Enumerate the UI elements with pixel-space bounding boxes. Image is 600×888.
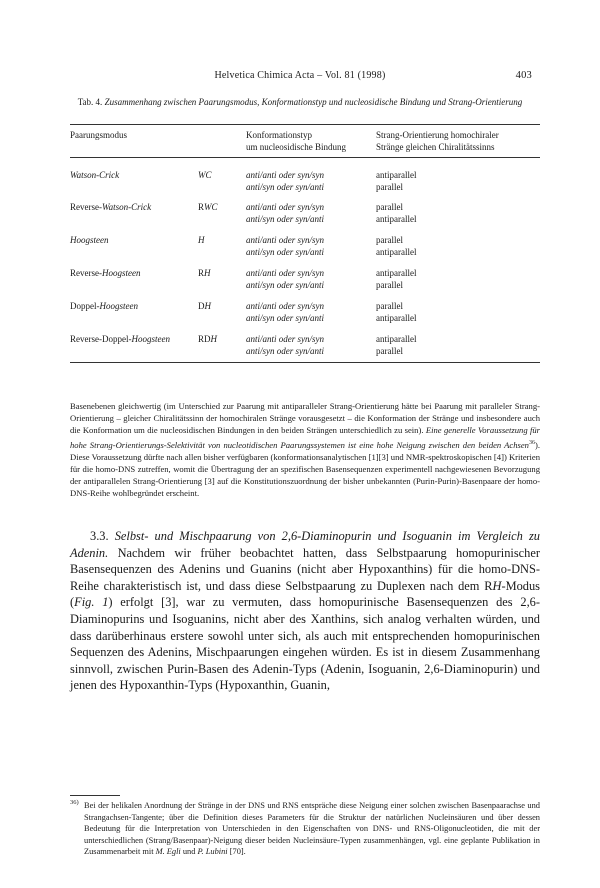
table-top-rule	[70, 124, 540, 125]
header-konformationstyp-2: um nucleosidische Bindung	[246, 142, 346, 152]
small-paragraph	[70, 400, 540, 499]
pairing-mode-italic: Hoogsteen	[131, 334, 170, 344]
abbr-italic: H	[198, 235, 205, 245]
conformation-2: anti/syn oder syn/anti	[246, 182, 324, 192]
orientation-1: antiparallel	[376, 268, 417, 278]
header-konformationstyp-1: Konformationstyp	[246, 130, 312, 140]
pairing-mode-name	[70, 235, 109, 246]
footnote-text	[70, 800, 540, 858]
table-caption	[70, 96, 530, 108]
conformation-1: anti/anti oder syn/syn	[246, 202, 324, 212]
pairing-mode-prefix: Reverse-Doppel-	[70, 334, 132, 344]
header-strang-orientierung-2: Stränge gleichen Chiralitätssinns	[376, 142, 495, 152]
section-text-3: ) erfolgt [3], war zu vermuten, dass homopurinische Basensequenzen des 2,6-Diaminopurins und Isoguanins, nicht aber des Xanthins, sich analog verhalten würden, und dass darüberhinaus erstere sowohl unter sich, als auch mit entsprechenden homopurinischen Sequenzen des Adenins, Mischpaarungen eingehen würden. Es ist in diesem Zusammenhang sinnvoll, zwischen Purin-Basen des Adenin-Typs (Adenin, Isoguanin, 2,6-Diaminopurin) und jenen des Hypoxanthin-Typs (Hypoxanthin, Guanin,	[70, 595, 540, 693]
figure-reference: Fig. 1	[74, 595, 109, 610]
section-text-2: -Modus (	[70, 578, 540, 610]
running-title: Helvetica Chimica Acta – Vol. 81 (1998)	[214, 70, 386, 81]
orientation-1: antiparallel	[376, 334, 417, 344]
abbr-italic: H	[204, 301, 211, 311]
pairing-mode-italic: Hoogsteen	[101, 268, 141, 278]
pairing-mode-prefix: Doppel-	[70, 301, 100, 311]
table-header-rule	[70, 157, 540, 158]
mode-h: H	[492, 578, 502, 593]
footnote-rule	[70, 795, 120, 796]
header-paarungsmodus: Paarungsmodus	[70, 130, 127, 140]
pairing-mode-abbr	[198, 268, 211, 279]
abbr-italic: WC	[204, 202, 218, 212]
pairing-mode-italic: Hoogsteen	[70, 235, 109, 245]
section-text-1: Nachdem wir früher beobachtet hatten, dass Selbstpaarung homopurinischer Basensequenzen des Adenins und Guanins (nicht aber Hypoxanthins) für die homo-DNS-Reihe charakteristisch ist, und dass diese Selbstpaarung zu Duplexen nach dem	[70, 545, 540, 593]
pairing-mode-italic: Watson-Crick	[70, 170, 120, 180]
conformation-1: anti/anti oder syn/syn	[246, 170, 324, 180]
page-number: 403	[515, 70, 532, 81]
pairing-mode-name	[70, 268, 140, 279]
orientation-1: parallel	[376, 202, 403, 212]
footnote-text-main: Bei der helikalen Anordnung der Stränge in der DNS und RNS entspräche diese Neigung einer solchen zwischen Basenpaarachse und Strangachsen-Tangente; über die Definition dieses Parameters für die Struktur der natürlichen Nucleinsäuren und über dessen Bedeutung für die Interpretation von Unterschieden in den Eigenschaften von DNS- und RNS-Oligonucleotiden, die mit der unterschiedlichen (Strang/Basenpaar)-Neigung dieser beiden Nucleinsäure-Typen zusammenhängen, vgl. eine geplante Publikation in Zusammenarbeit mit	[84, 801, 540, 857]
pairing-mode-abbr	[198, 334, 217, 345]
footnote-author-1: M. Egli	[155, 847, 181, 857]
pairing-mode-name	[70, 301, 138, 312]
orientation-1: parallel	[376, 235, 403, 245]
orientation-2: parallel	[376, 280, 403, 290]
abbr-italic: H	[210, 334, 218, 344]
conformation-1: anti/anti oder syn/syn	[246, 334, 324, 344]
abbr-prefix: RD	[198, 334, 211, 344]
mode-r: R	[484, 578, 493, 593]
conformation-1: anti/anti oder syn/syn	[246, 268, 324, 278]
pairing-mode-italic: Watson-Crick	[101, 202, 152, 212]
orientation-1: parallel	[376, 301, 403, 311]
pairing-mode-prefix: Reverse-	[70, 202, 102, 212]
abbr-prefix: R	[198, 202, 205, 212]
conformation-1: anti/anti oder syn/syn	[246, 301, 324, 311]
orientation-2: antiparallel	[376, 214, 417, 224]
pairing-mode-name	[70, 202, 151, 213]
conformation-2: anti/syn oder syn/anti	[246, 313, 324, 323]
abbr-italic: WC	[198, 170, 212, 180]
orientation-2: antiparallel	[376, 247, 417, 257]
conformation-2: anti/syn oder syn/anti	[246, 247, 324, 257]
orientation-2: parallel	[376, 182, 403, 192]
table-caption-prefix: Tab. 4.	[77, 97, 103, 107]
section-title: Selbst- und Mischpaarung von 2,6-Diaminopurin und Isoguanin im Vergleich zu Adenin.	[70, 529, 540, 560]
abbr-italic: H	[204, 268, 211, 278]
pairing-mode-name	[70, 170, 119, 181]
orientation-2: antiparallel	[376, 313, 417, 323]
pairing-mode-abbr	[198, 170, 212, 181]
orientation-1: antiparallel	[376, 170, 417, 180]
footnote-marker: 36)	[70, 799, 79, 806]
header-strang-orientierung-1: Strang-Orientierung homochiraler	[376, 130, 499, 140]
pairing-mode-name	[70, 334, 170, 345]
footnote-author-2: P. Lubini	[197, 847, 228, 857]
section-number: 3.3.	[90, 529, 109, 543]
table-bottom-rule	[70, 362, 540, 363]
orientation-2: parallel	[376, 346, 403, 356]
pairing-mode-prefix: Reverse-	[70, 268, 102, 278]
footnote-marker-number: 36	[70, 799, 77, 806]
footnote-and: und	[182, 847, 196, 857]
conformation-2: anti/syn oder syn/anti	[246, 214, 324, 224]
abbr-prefix: R	[198, 268, 205, 278]
abbr-prefix: D	[198, 301, 205, 311]
small-paragraph-part3: ). Diese Voraussetzung dürfte nach allen bisher verfügbaren (konformationsanalytischen [1][3] und NMR-spektroskopischen [4]) Kriterien für die homo-DNS zutreffen, womit die Übertragung der an spezifischen Basensequenzen experimentell nachgewiesenen Bevorzugung der antiparallelen Strang-Orientierung [3] auf die Konstitutionszuordnung der bisher unbekannten (Purin-Purin)-Basenpaare der homo-DNS-Reihe wohlbegründet erscheint.	[70, 439, 540, 499]
footnote-citation: [70].	[229, 847, 246, 857]
footnote-36	[70, 800, 540, 858]
pairing-mode-abbr	[198, 235, 205, 246]
pairing-mode-abbr	[198, 202, 218, 213]
conformation-1: anti/anti oder syn/syn	[246, 235, 324, 245]
pairing-mode-italic: Hoogsteen	[99, 301, 138, 311]
small-paragraph-italic: Eine generelle Voraussetzung für hohe Strang-Orientierungs-Selektivität von nucleotidischen Paarungssystemen ist eine hohe Neigung zwischen den beiden Achsen	[70, 425, 540, 450]
conformation-2: anti/syn oder syn/anti	[246, 280, 324, 290]
small-paragraph-part1: Basenebenen gleichwertig (im Unterschied zur Paarung mit antiparalleler Strang-Orientierung hätte bei Paarung mit paralleler Strang-Orientierung – gleicher Chiralitätssinn der homochiralen Stränge vorausgesetzt – die Konformation der Stränge und insbesondere auch die Konformation um die nucleosidischen Bindungen in den beiden Strängen unterschiedlich zu sein).	[70, 401, 540, 436]
conformation-2: anti/syn oder syn/anti	[246, 346, 324, 356]
section-3-3	[70, 528, 540, 694]
table-caption-text: Zusammenhang zwischen Paarungsmodus, Konformationstyp und nucleosidische Bindung und Strang-Orientierung	[104, 97, 523, 107]
pairing-mode-abbr	[198, 301, 211, 312]
footnote-ref-36: 36	[528, 439, 535, 446]
